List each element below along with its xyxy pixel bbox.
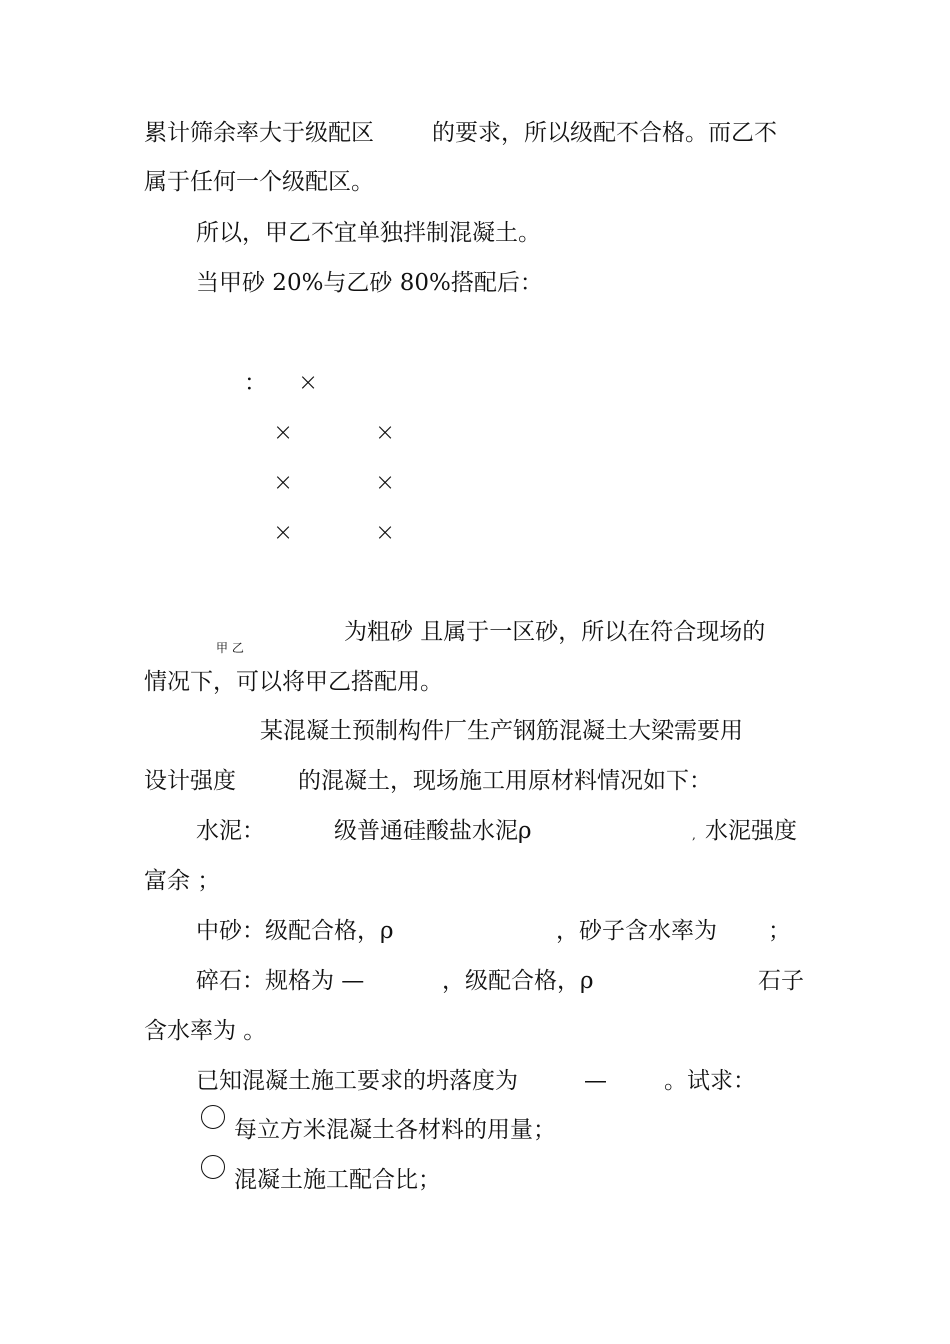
text-line: 的要求，所以级配不合格。而乙不 [432, 120, 777, 146]
text-line: 中砂：级配合格，ρ [196, 918, 394, 944]
times-symbol: × [375, 418, 396, 446]
text-line: 富余 ； [144, 868, 221, 894]
text-line: 已知混凝土施工要求的坍落度为 [196, 1068, 518, 1094]
circle-bullet-icon [201, 1105, 225, 1129]
text-line: 混凝土施工配合比； [234, 1167, 441, 1193]
text-line: 所以，甲乙不宜单独拌制混凝土。 [196, 220, 541, 246]
colon-mark: ： [244, 370, 267, 396]
text-line: 水泥强度 [705, 818, 797, 844]
times-symbol: × [375, 468, 396, 496]
text-line: 含水率为 。 [144, 1018, 267, 1044]
text-line: — [584, 1068, 607, 1094]
text-line: 水泥： [196, 818, 265, 844]
text-line: ； [768, 918, 791, 944]
text-line: 每立方米混凝土各材料的用量； [234, 1117, 556, 1143]
text-line: 某混凝土预制构件厂生产钢筋混凝土大梁需要用 [260, 718, 743, 744]
times-symbol: × [298, 368, 319, 396]
times-symbol: × [273, 468, 294, 496]
text-line: 情况下，可以将甲乙搭配用。 [144, 669, 443, 695]
text-line: 为粗砂 且属于一区砂，所以在符合现场的 [344, 619, 766, 645]
text-line: 累计筛余率大于级配区 [144, 120, 374, 146]
comma-mark: , [692, 828, 696, 842]
times-symbol: × [273, 518, 294, 546]
subscript-label: 甲 乙 [216, 641, 244, 655]
text-line: 级普通硅酸盐水泥ρ [334, 818, 532, 844]
circle-bullet-icon [201, 1155, 225, 1179]
text-line: 。试求： [664, 1068, 756, 1094]
text-line: 属于任何一个级配区。 [144, 169, 374, 195]
text-line: 石子 [758, 968, 804, 994]
text-line: 的混凝土，现场施工用原材料情况如下： [298, 768, 712, 794]
times-symbol: × [273, 418, 294, 446]
text-line: 碎石：规格为 — [196, 968, 365, 994]
text-line: ，砂子含水率为 [556, 918, 717, 944]
text-line: 当甲砂 20%与乙砂 80%搭配后： [196, 270, 543, 296]
text-line: 设计强度 [144, 768, 236, 794]
times-symbol: × [375, 518, 396, 546]
text-line: ，级配合格，ρ [442, 968, 594, 994]
